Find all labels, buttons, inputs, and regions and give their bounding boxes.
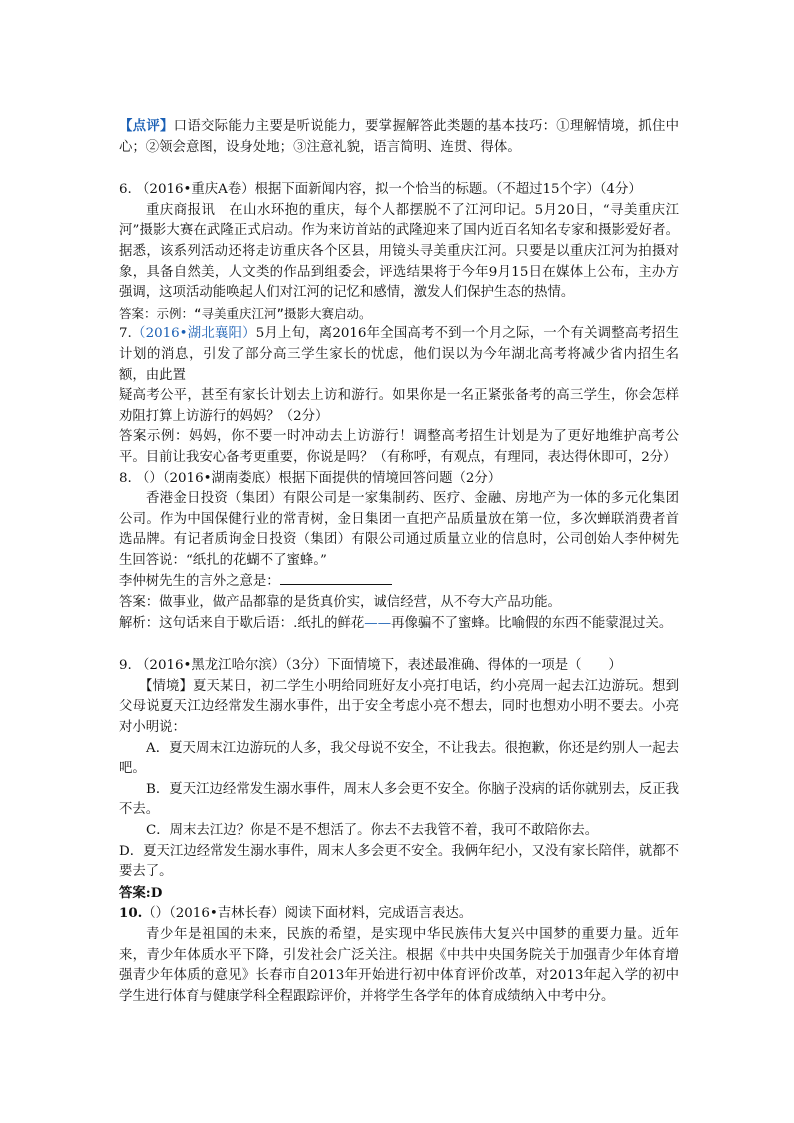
q8-body: 香港金日投资（集团）有限公司是一家集制药、医疗、金融、房地产为一体的多元化集团公司。作为中国保健行业的常青树，金日集团一直把产品质量放在第一位，多次蝉联消费者首选品牌。有记者质询金日投资（集团）有限公司通过质量立业的信息时，公司创始人李仲树先生回答说：“纸扎的花蝴不了蜜蜂。” (119, 491, 679, 568)
q9-answer: 答案:D (119, 884, 163, 901)
q10-number: 10. (119, 905, 143, 922)
q8-analysis (119, 614, 679, 635)
q8-answer-blank (280, 571, 392, 585)
q10-header-line (119, 903, 679, 925)
q7-answer: 答案示例：妈妈，你不要一时冲动去上访游行！调整高考招生计划是为了更好地维护高考公平。目前让我安心备考更重要，你说是吗？（有称呼，有观点，有理同，表达得休即可，2分） (119, 429, 679, 465)
q9-scenario: 【情境】夏天某日，初二学生小明给同班好友小亮打电话，约小亮周一起去江边游玩。想到父母说夏天江边经常发生溺水事件，出于安全考虑小亮不想去，同时也想劝小明不要去。小亮对小明说： (119, 678, 679, 736)
q8-analysis-dash: —— (364, 615, 392, 631)
comment-text: 口语交际能力主要是听说能力，要掌握解答此类题的基本技巧：①理解情境，抓住中心；②领会意图，设身处地；③注意礼貌，语言简明、连贯、得体。 (119, 119, 680, 155)
document-page (119, 116, 679, 1007)
q6-body: 重庆商报讯 在山水环抱的重庆，每个人都摆脱不了江河印记。5月20日，“寻美重庆江河”摄影大赛在武隆正式启动。作为来访首站的武隆迎来了国内近百名知名专家和摄影爱好者。据悉，该系列活动还将走访重庆各个区县，用镜头寻美重庆江河。只要是以重庆江河为拍摄对象，具备自然美，人文类的作品到组委会，评选结果将于今年9月15日在媒体上公布，主办方强调，这项活动能唤起人们对江河的记忆和感情，激发人们保护生态的热情。 (119, 202, 679, 301)
q7-paragraph (119, 324, 679, 386)
q8-answer: 答案：做事业，做产品都靠的是货真价实，诚信经营，从不夸大产品功能。 (119, 595, 561, 611)
q10-body: 青少年是祖国的未来，民族的希望，是实现中华民族伟大复兴中国梦的重要力量。近年来，青少年体质水平下降，引发社会广泛关注。根据《中共中央国务院关于加强青少年体育增强青少年体质的意见》长春市自2013年开始进行初中体育评价改革，对2013年起入学的初中学生进行体育与健康学科全程跟踪评价，并将学生各学年的体育成绩纳入中考中分。 (119, 926, 679, 1004)
q7-text-2: 疑高考公平，甚至有家长计划去上访和游行。如果你是一名正紧张备考的高三学生，你会怎样劝阻打算上访游行的妈妈？（2分） (119, 388, 679, 424)
q8-prompt-line (119, 571, 679, 593)
q8-prompt: 李仲树先生的言外之意是： (119, 574, 280, 590)
q9-option-c: C．周末去江边？你是不是不想活了。你去不去我管不着，我可不敢陪你去。 (146, 823, 599, 838)
comment-label: 【点评】 (119, 118, 174, 134)
q6-answer: 答案：示例：“寻美重庆江河”摄影大赛启动。 (119, 305, 372, 321)
q9-header: 9. （2016•黑龙江哈尔滨）（3分）下面情境下，表述最准确、得体的一项是（ ） (119, 658, 622, 674)
comment-paragraph (119, 116, 679, 158)
q7-number: 7. (119, 326, 132, 342)
q9-option-b: B．夏天江边经常发生溺水事件，周末人多会更不安全。你脑子没病的话你就别去，反正我不去。 (119, 781, 679, 818)
q8-header: 8. （）（2016•湖南娄底）根据下面提供的情境回答问题（2分） (119, 470, 502, 486)
q9-option-d: D．夏天江边经常发生溺水事件，周末人多会更不安全。我俩年纪小，又没有家长陪伴，就都不要去了。 (119, 843, 679, 880)
q6-header: 6. （2016•重庆A卷）根据下面新闻内容，拟一个恰当的标题。（不超过15个字）（4分） (119, 182, 642, 198)
q9-option-a: A．夏天周末江边游玩的人多，我父母说不安全，不让我去。很抱歉，你还是约别人一起去吧。 (119, 740, 679, 777)
q8-analysis-b: 再像骗不了蜜蜂。比喻假的东西不能蒙混过关。 (391, 615, 673, 631)
q10-header: （）（2016•吉林长春）阅读下面材料，完成语言表达。 (142, 906, 473, 922)
q7-text-1: 5月上旬，离2016年全国高考不到一个月之际，一个有关调整高考招生计划的消息，引发了部分高三学生家长的忧虑，他们误以为今年湖北高考将减少省内招生名额，由此置 (119, 326, 679, 383)
q8-analysis-a: 解析：这句话来自于歇后语：.纸扎的鲜花 (119, 615, 365, 631)
q7-source: （2016•湖北襄阳） (131, 326, 256, 342)
